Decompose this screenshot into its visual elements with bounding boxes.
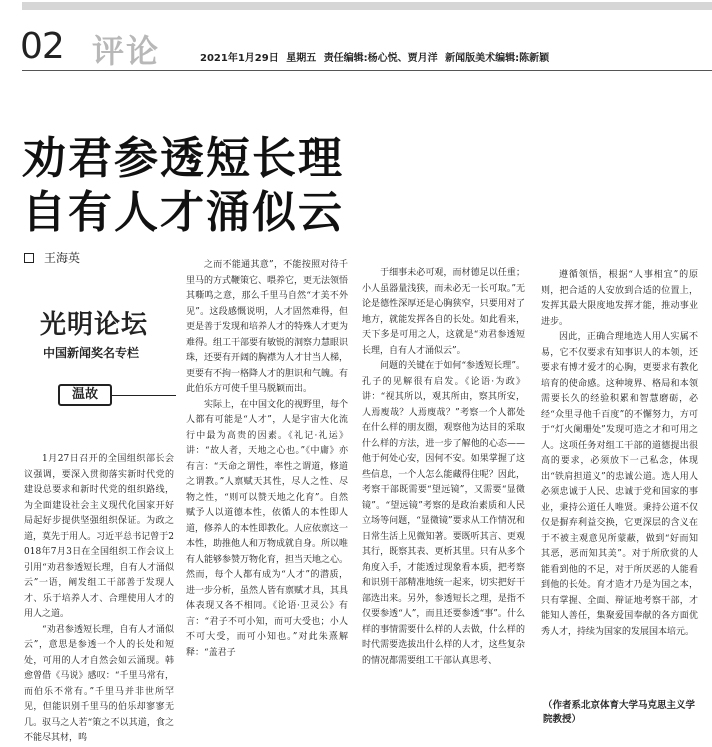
author-name: 王海英 (44, 251, 81, 265)
issue-date: 2021年1月29日 (200, 53, 279, 64)
paragraph: 问题的关键在于如何“参透短长理”。孔子的见解很有启发。《论语·为政》讲：“视其所以，观其所由，察其所安，人焉廋哉？人焉廋哉？”考察一个人都处在什么样的朋友圈，观察他为达目的采取什么样的方法，进一步了解他的心态——他于何处心安，因何不安。如果掌握了这些信息，一个人怎么能藏得住呢？因此，考察干部既需要“望远镜”，又需要“显微镜”。“望远镜”考察的是政治素质和人民立场等问题，“显微镜”要求从工作情况和日常生活上见微知著。要既听其言、更观其行，既察其表、更析其里。只有从多个角度入手，才能透过现象看本质，把考察和识别干部精准地统一起来，切实把好干部选出来。另外，参透短长之理，是指不仅要参透“人”，而且还要参透“事”。什么样的事情需要什么样的人去做，什么样的时代需要选拔出什么样的人才，这些复杂的情况都需要组工干部认真思考、 (362, 361, 525, 666)
page-number: 02 (20, 26, 64, 67)
issue-weekday: 星期五 (286, 53, 317, 64)
paragraph: 遵循领悟，根据“人事相宜”的原则，把合适的人安放到合适的位置上，发挥其最大限度地发挥才能，推动事业进步。 (541, 270, 698, 327)
paragraph: 于细事未必可观，而材德足以任重；小人虽器量浅狭，而未必无一长可取。”无论是德性深厚还是心胸狭窄，只要用对了地方，就能发挥各自的长处。如此看来，天下多是可用之人，这就是“劝君参透短长理，自有人才涌似云”。 (362, 268, 525, 356)
byline (24, 249, 80, 266)
art-editor: 新闻版美术编辑:陈新颖 (445, 53, 550, 64)
responsible-editors: 责任编辑:杨心悦、贾月洋 (323, 53, 438, 64)
header-divider (22, 70, 712, 71)
square-icon (24, 253, 34, 263)
headline-line-1: 劝君参透短长理 (22, 133, 344, 184)
paragraph: 因此，正确合理地选人用人实属不易，它不仅要求有知事识人的本领，还要求有博才爱才的心胸，更要求有教化培育的使命感。这种境界、格局和本领需要长久的经验积累和智慧磨砺，必经“众里寻他千百度”的不懈努力，方可于“灯火阑珊处”发现可造之才和可用之人。这项任务对组工干部的道德提出很高的要求，必须放下一己私念，体现出“铁肩担道义”的忠诚公道。选人用人必须忠诚于人民、忠诚于党和国家的事业，秉持公道任人唯贤。秉持公道不仅仅是摒弃利益交换，它更深层的含义在于不被主观意见所蒙蔽，做到“好而知其恶，恶而知其美”。对于所欣赏的人能看到他的不足，对于所厌恶的人能看到他的长处。育才造才乃是为国之本，只有掌握、全面、辩证地考察干部，才能知人善任，集聚爱国奉献的各方面优秀人才，持续为国家的发展国本培元。 (541, 332, 698, 637)
paragraph: 1月27日召开的全国组织部长会议强调，要深入贯彻落实新时代党的建设总要求和新时代党的组织路线，为全面建设社会主义现代化国家开好局起好步提供坚强组织保证。为政之道，莫先于用人。习近平总书记曾于2018年7月3日在全国组织工作会议上引用“劝君参透短长理，自有人才涌似云”一语，阐发组工干部善于发现人才、乐于培养人才、合理使用人才的用人之道。 (24, 454, 174, 619)
headline-line-2: 自有人才涌似云 (22, 187, 344, 238)
section-title: 评论 (92, 32, 161, 70)
author-note: （作者系北京体育大学马克思主义学院教授） (543, 700, 696, 725)
column-logo: 光明论坛 (40, 310, 149, 340)
column-subtitle: 中国新闻奖名专栏 (43, 346, 140, 360)
article-column-2 (186, 258, 348, 728)
header-info (200, 49, 549, 64)
paragraph: 实际上，在中国文化的视野里，每个人都有可能是“人才”，人是宇宙大化流行中最为高贵的因素。《礼记·礼运》讲：“故人者，天地之心也。”《中庸》亦有言：“天命之谓性，率性之谓道，修道之谓教。”人禀赋天其性，尽人之性、尽物之性，“则可以赞天地之化育”。自然赋予人以道德本性，依循人的本性即人道，修养人的本性即教化。人应依禀这一本性，助推他人和万物成就自身。所以唯有人能够参赞万物化育，担当天地之心。然而，每个人都有成为“人才”的潜质，进一步分析，虽然人皆有禀赋才具，其具体表现又各不相同。《论语·卫灵公》有言：“君子不可小知，而可大受也；小人不可大受，而可小知也。”对此朱熹解释：“盖君子 (186, 399, 349, 658)
tag-divider (112, 395, 176, 396)
paragraph: 之而不能通其意”，不能按照对待千里马的方式鞭策它、喂养它，更无法领悟其嘶鸣之意，那么千里马自然“才美不外见”。这段感慨说明，人才固然难得，但更是善于发现和培养人才的特殊人才更为难得。组工干部要有敏锐的洞察力慧眼识珠，还要有开阔的胸襟为人才甘当人梯，更要有不拘一格降人才的胆识和气魄。有此伯乐方可使千里马脱颖而出。 (186, 260, 349, 394)
paragraph: “劝君参透短长理，自有人才涌似云”，意思是参透一个人的长处和短处，可用的人才自然会如云涌现。韩愈曾借《马说》感叹：“千里马常有，而伯乐不常有。”千里马并非世所罕见，但能识别千里马的伯乐却寥寥无几。驭马之人若“策之不以其道，食之不能尽其材，鸣 (24, 624, 174, 743)
column-tag: 温故 (58, 384, 112, 406)
article-column-1 (24, 452, 174, 743)
top-gray-bar (22, 2, 712, 10)
article-column-4 (541, 268, 698, 686)
article-column-3 (362, 266, 525, 728)
